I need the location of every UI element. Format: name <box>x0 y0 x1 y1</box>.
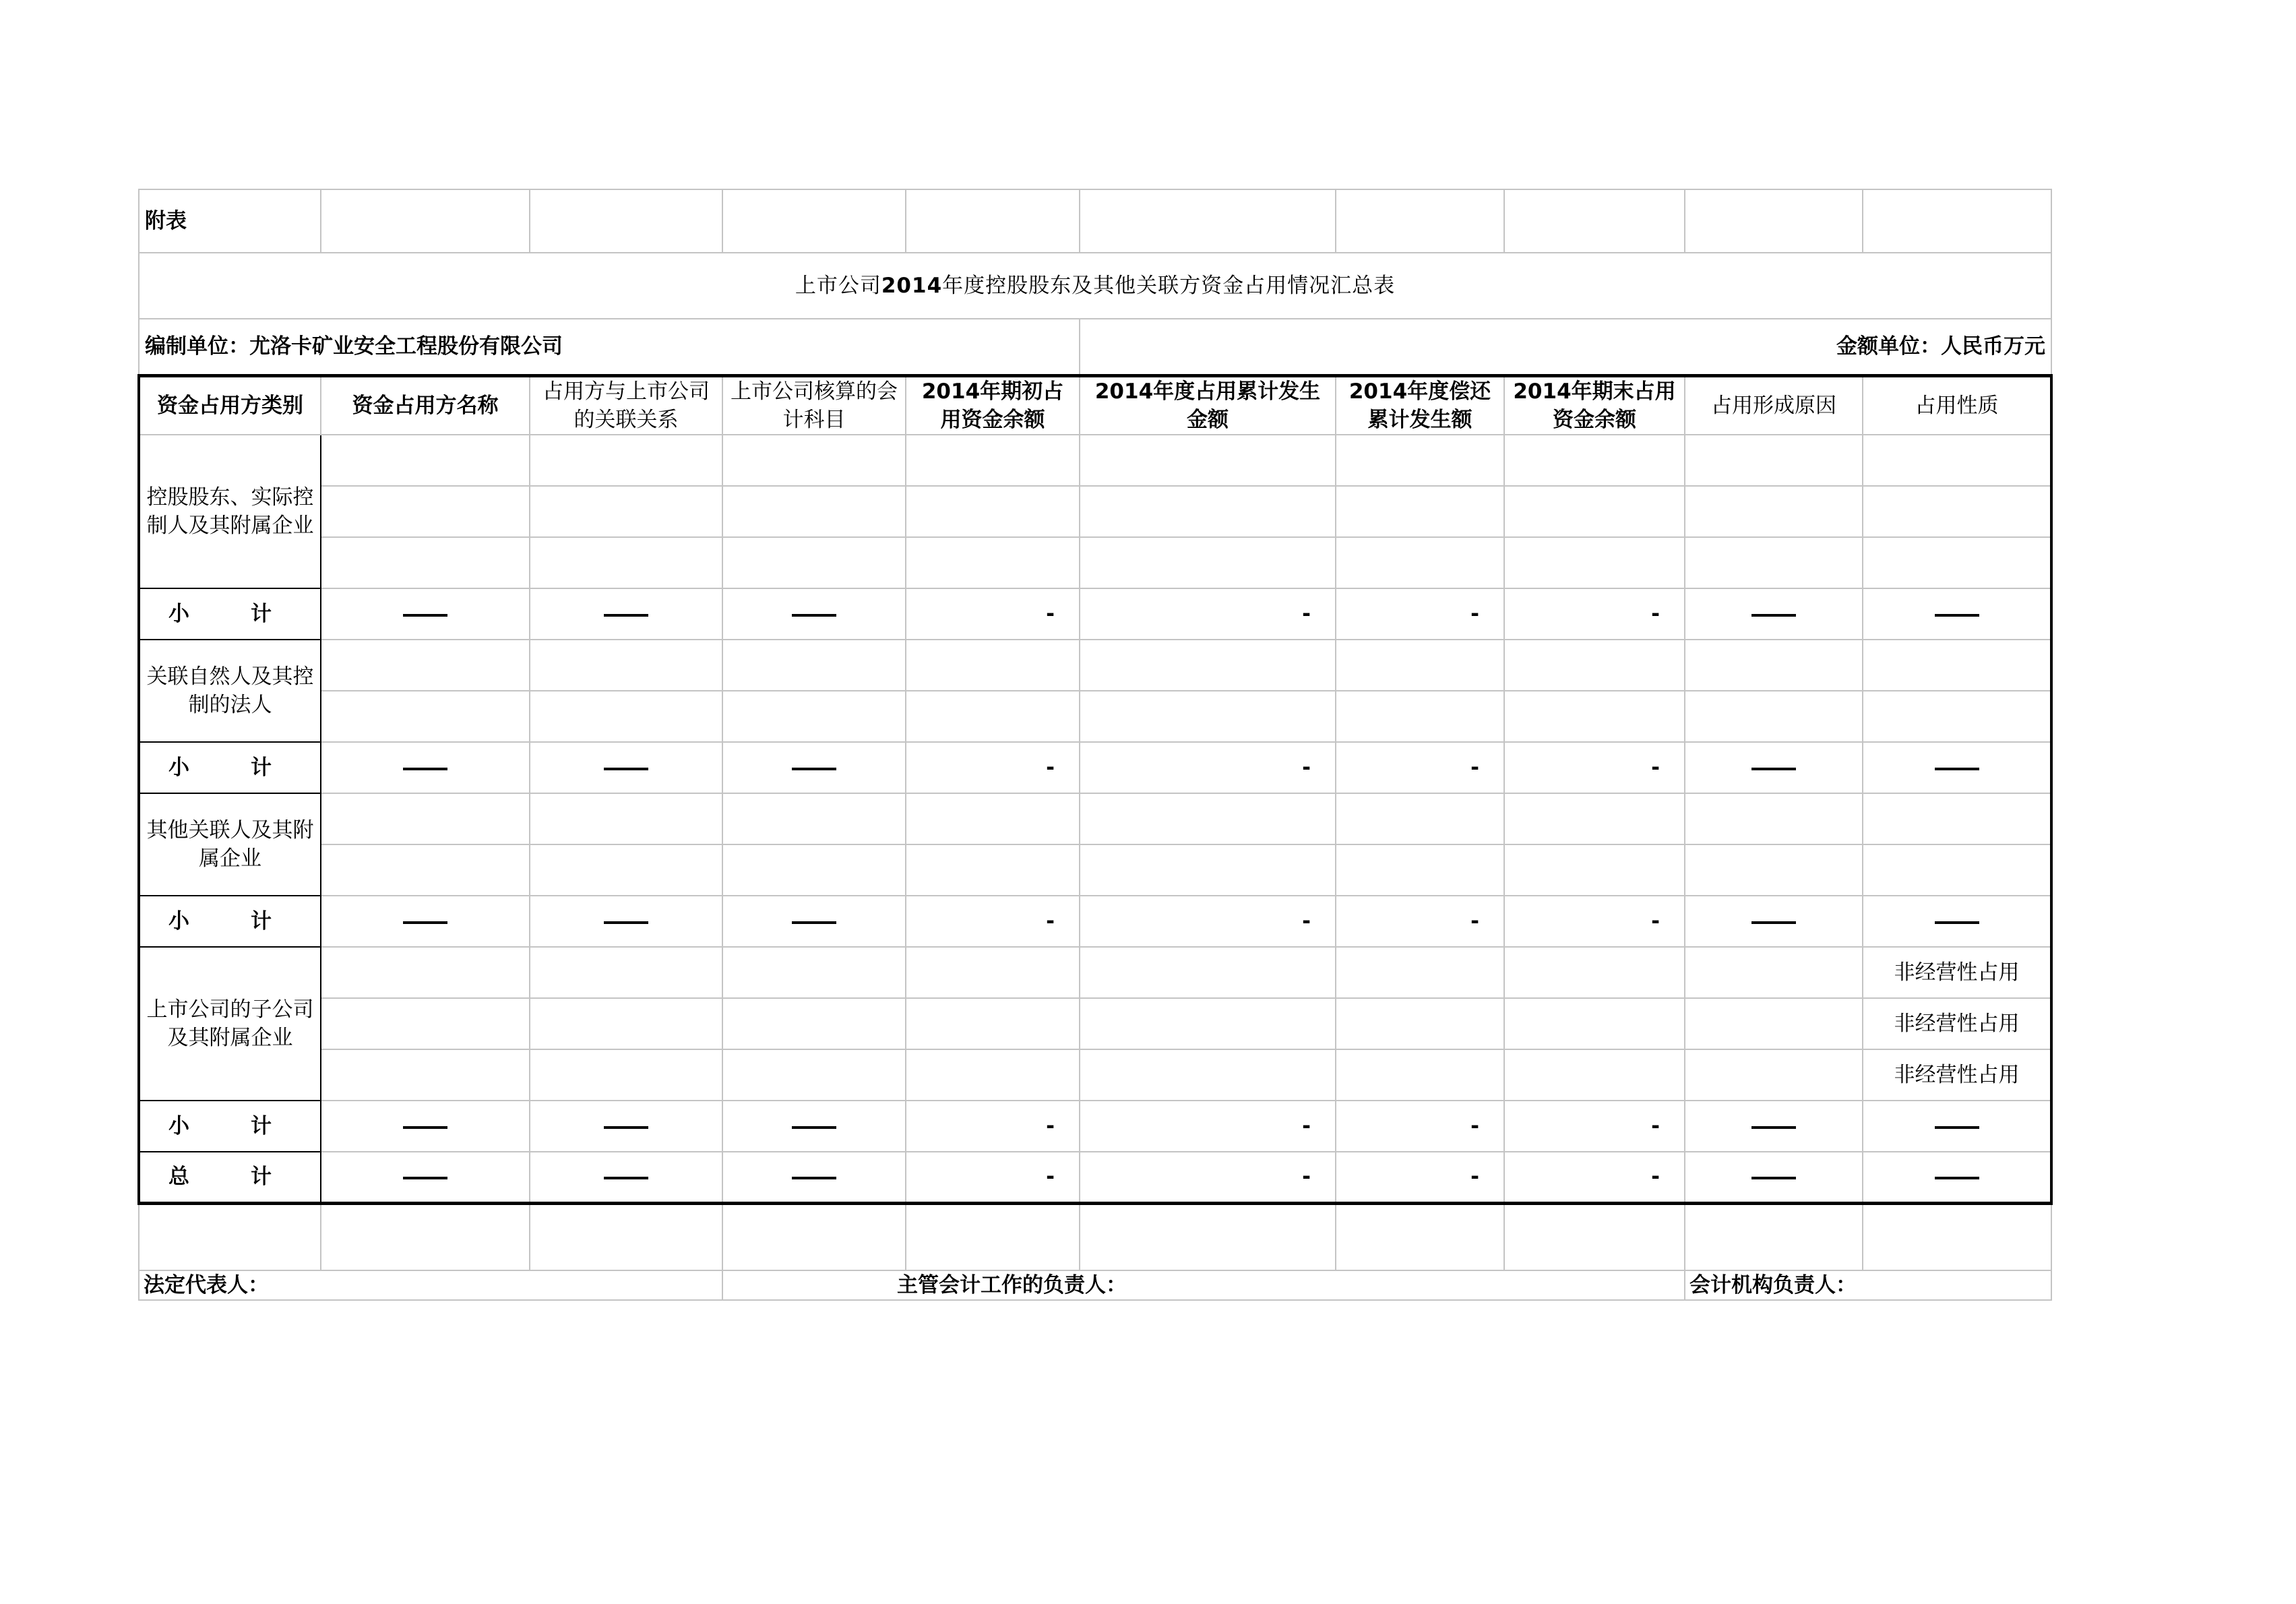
dash-mark <box>530 742 722 793</box>
dash-mark <box>722 896 906 947</box>
table-row <box>139 1049 2051 1101</box>
dash-mark <box>1685 1101 1863 1152</box>
dash-mark <box>530 1152 722 1203</box>
table-row <box>139 435 2051 486</box>
amount-occurred: - <box>1080 896 1336 947</box>
dash-mark <box>722 1101 906 1152</box>
amount-repaid: - <box>1336 896 1504 947</box>
subtotal-label: 小 计 <box>139 588 321 640</box>
amount-opening: - <box>906 1152 1080 1203</box>
amount-closing: - <box>1504 896 1685 947</box>
amount-occurred: - <box>1080 1101 1336 1152</box>
fund-occupation-summary-table <box>137 189 2053 1301</box>
dash-mark <box>321 588 530 640</box>
table-row <box>139 793 2051 844</box>
appendix-label: 附表 <box>139 189 321 253</box>
subtotal-row <box>139 742 2051 793</box>
occupation-nature: 非经营性占用 <box>1863 947 2051 998</box>
dash-mark <box>1863 1101 2051 1152</box>
amount-opening: - <box>906 588 1080 640</box>
dash-mark <box>1685 1152 1863 1203</box>
dash-mark <box>722 742 906 793</box>
amount-closing: - <box>1504 742 1685 793</box>
amount-repaid: - <box>1336 742 1504 793</box>
accounting-supervisor: 主管会计工作的负责人： <box>722 1270 1685 1300</box>
amount-opening: - <box>906 742 1080 793</box>
category-controlling-shareholder: 控股股东、实际控制人及其附属企业 <box>139 435 321 588</box>
col-header-opening-balance: 2014年期初占用资金余额 <box>906 375 1080 435</box>
subtotal-label: 小 计 <box>139 1101 321 1152</box>
dash-mark <box>1863 588 2051 640</box>
header-row <box>139 375 2051 435</box>
occupation-nature: 非经营性占用 <box>1863 998 2051 1049</box>
dash-mark <box>1863 742 2051 793</box>
subtotal-row <box>139 588 2051 640</box>
title-year: 2014 <box>881 274 943 298</box>
dash-mark <box>722 588 906 640</box>
subtotal-label: 小 计 <box>139 742 321 793</box>
col-header-relation: 占用方与上市公司的关联关系 <box>530 375 722 435</box>
title-suffix: 年度控股股东及其他关联方资金占用情况汇总表 <box>942 274 1396 298</box>
dash-mark <box>321 742 530 793</box>
amount-repaid: - <box>1336 588 1504 640</box>
dash-mark <box>530 896 722 947</box>
table-row <box>139 537 2051 588</box>
dash-mark <box>1863 1152 2051 1203</box>
dash-mark <box>722 1152 906 1203</box>
col-header-category: 资金占用方类别 <box>139 375 321 435</box>
category-subsidiary: 上市公司的子公司及其附属企业 <box>139 947 321 1101</box>
col-header-nature: 占用性质 <box>1863 375 2051 435</box>
category-other-related-party: 其他关联人及其附属企业 <box>139 793 321 896</box>
col-header-account: 上市公司核算的会计科目 <box>722 375 906 435</box>
dash-mark <box>321 1101 530 1152</box>
dash-mark <box>1685 896 1863 947</box>
amount-unit: 金额单位：人民币万元 <box>1080 319 2051 375</box>
report-title <box>139 253 2051 319</box>
dash-mark <box>1685 588 1863 640</box>
dash-mark <box>321 1152 530 1203</box>
amount-closing: - <box>1504 1101 1685 1152</box>
dash-mark <box>530 1101 722 1152</box>
col-header-cause: 占用形成原因 <box>1685 375 1863 435</box>
dash-mark <box>1863 896 2051 947</box>
accounting-org-head: 会计机构负责人： <box>1685 1270 2051 1300</box>
col-header-accumulated-repaid: 2014年度偿还累计发生额 <box>1336 375 1504 435</box>
occupation-nature: 非经营性占用 <box>1863 1049 2051 1101</box>
col-header-closing-balance: 2014年期末占用资金余额 <box>1504 375 1685 435</box>
signature-row <box>139 1270 2051 1300</box>
col-header-accumulated-occurred: 2014年度占用累计发生金额 <box>1080 375 1336 435</box>
amount-opening: - <box>906 1101 1080 1152</box>
amount-closing: - <box>1504 1152 1685 1203</box>
amount-opening: - <box>906 896 1080 947</box>
table-row <box>139 691 2051 742</box>
dash-mark <box>530 588 722 640</box>
amount-closing: - <box>1504 588 1685 640</box>
amount-occurred: - <box>1080 742 1336 793</box>
compiling-unit: 编制单位：尤洛卡矿业安全工程股份有限公司 <box>139 319 1080 375</box>
dash-mark <box>1685 742 1863 793</box>
subtotal-row <box>139 896 2051 947</box>
table-row <box>139 844 2051 896</box>
dash-mark <box>321 896 530 947</box>
total-label: 总 计 <box>139 1152 321 1203</box>
amount-repaid: - <box>1336 1101 1504 1152</box>
subtotal-row <box>139 1101 2051 1152</box>
legal-representative: 法定代表人： <box>139 1270 722 1300</box>
col-header-name: 资金占用方名称 <box>321 375 530 435</box>
amount-occurred: - <box>1080 588 1336 640</box>
amount-repaid: - <box>1336 1152 1504 1203</box>
table-row <box>139 640 2051 691</box>
subtotal-label: 小 计 <box>139 896 321 947</box>
table-row <box>139 998 2051 1049</box>
total-row <box>139 1152 2051 1203</box>
table-row <box>139 486 2051 537</box>
title-prefix: 上市公司 <box>795 274 881 298</box>
category-related-natural-person: 关联自然人及其控制的法人 <box>139 640 321 742</box>
table-row <box>139 947 2051 998</box>
amount-occurred: - <box>1080 1152 1336 1203</box>
